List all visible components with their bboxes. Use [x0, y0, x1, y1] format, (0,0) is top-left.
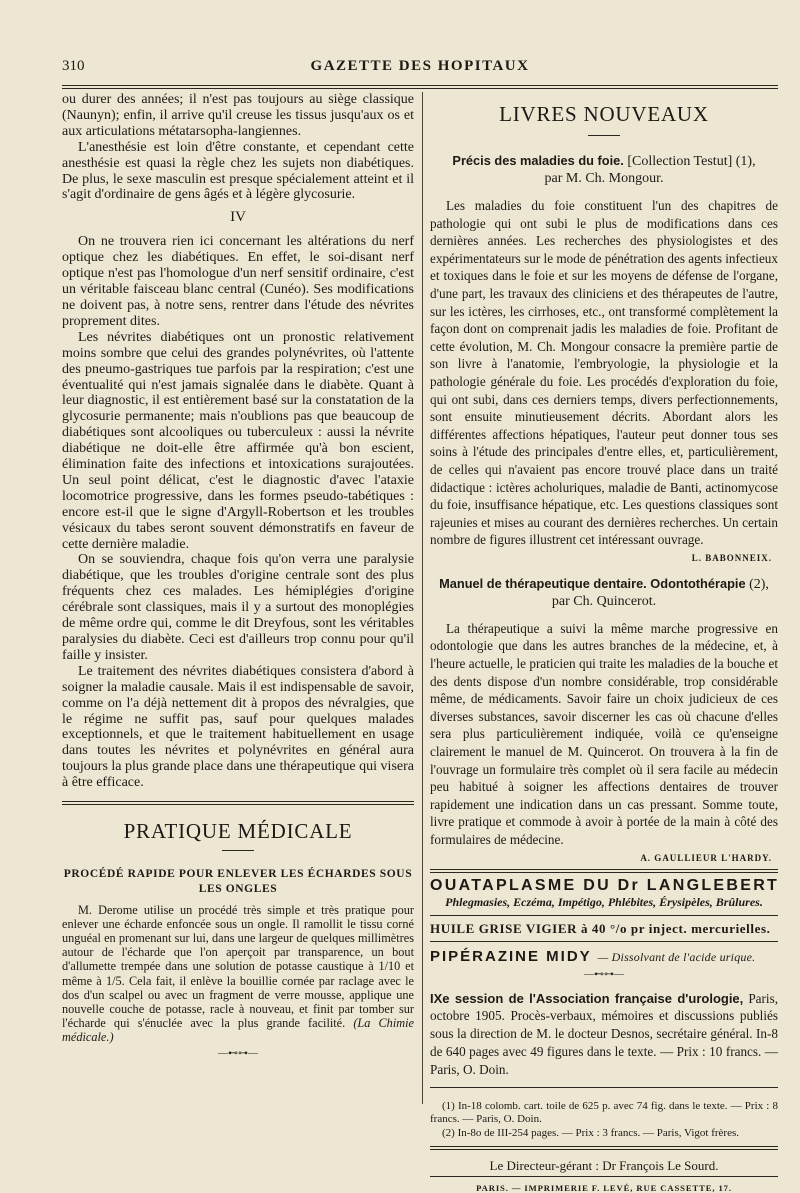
journal-title: GAZETTE DES HOPITAUX: [310, 58, 530, 74]
paragraph: ou durer des années; il n'est pas toujours au siège classique (Naunyn); enfin, il arrive qu'il creuse les tissus jusqu'aux os et aux articulations métatarsopha-langiennes.: [62, 92, 414, 139]
left-column: [62, 92, 414, 1059]
page-number: 310: [62, 58, 85, 74]
session-notice: [430, 990, 778, 1079]
title-rule: [588, 135, 620, 136]
book-collection: [Collection Testut] (1),: [627, 154, 756, 169]
review-signature: A. GAULLIEUR L'HARDY.: [640, 852, 772, 863]
right-column: [430, 92, 778, 1193]
paragraph: On se souviendra, chaque fois qu'on verra une paralysie diabétique, que les troubles d'origine centrale sont des plus fréquents chez ces malades. Les hémiplégies d'origine cérébrale sont classiques, mais il y a surtout des monoplégies de même ordre qui, comme le dit Dreyfous, sont les véritables paralysies du diabète. Ceci est d'ailleurs trop connu pour qu'il faille y insister.: [62, 552, 414, 663]
notes-rule: [430, 1087, 778, 1088]
book-reference: (2),: [749, 576, 769, 592]
session-text: Paris, octobre 1905. Procès-verbaux, mémoires et discussions publiés sous la direction de M. le docteur Desnos, secrétaire général. In-8 de 640 pages avec 49 figures dans le texte. — Prix : 10 francs. — Paris, O. Doin.: [430, 990, 778, 1077]
ad-rule: [430, 941, 778, 942]
director-line: Le Directeur-gérant : Dr François Le Sourd.: [489, 1158, 719, 1174]
section-title: PRATIQUE MÉDICALE: [123, 819, 353, 844]
product-description: — Dissolvant de l'acide urique.: [597, 949, 756, 964]
footer-rule: [430, 1146, 778, 1150]
book-name: Précis des maladies du foie.: [452, 153, 624, 168]
advertisement-subtitle: Phlegmasies, Eczéma, Impétigo, Phlébites, Érysipèles, Brûlures.: [445, 894, 763, 909]
page-header: [62, 58, 778, 84]
article-title: PROCÉDÉ RAPIDE POUR ENLEVER LES ÉCHARDES SOUS LES ONGLES: [63, 868, 413, 896]
paragraph: L'anesthésie est loin d'être constante, et cependant cette anesthésie est quasi la règle chez les sujets non diabétiques. De plus, le sexe masculin est presque spécialement atteint et il s'agit d'ordinaire de gens âgés et à légère glycosurie.: [62, 139, 414, 203]
section-separator: [430, 869, 778, 873]
paragraph: On ne trouvera rien ici concernant les altérations du nerf optique chez les diabétiques. En effet, le soi-disant nerf optique n'est pas l'homologue d'un nerf sensitif ordinaire, c'est un véritable faisceau blanc central (Cunéo). Ses modifications ne doivent pas, à notre sens, rentrer dans l'étude des névrites proprement dites.: [62, 234, 414, 329]
footnotes: [430, 1100, 778, 1141]
header-rule: [62, 85, 778, 86]
printer-line: PARIS. — IMPRIMERIE F. LEVÉ, RUE CASSETTE, 17.: [476, 1183, 732, 1193]
review-signature: L. BABONNEIX.: [691, 552, 772, 563]
header-rule-2: [62, 88, 778, 89]
footer-rule: [430, 1176, 778, 1177]
paragraph: Les névrites diabétiques ont un pronostic relativement moins sombre que celui des grandes polynévrites, où l'attente des pneumo-gastriques tue parfois par la respiration; c'est une éventualité qui n'est jamais signalée dans le diabète. Quant à leur diagnostic, il est entièrement basé sur la constatation de la glycosurie permanente; mais n'oublions pas que beaucoup de diabétiques sont alcooliques ou tuberculeux : aussi la névrite diabétique ne doit-elle être affirmée qu'à bon escient, élimination faite des infections et intoxications surajoutées. Un seul point délicat, c'est le diagnostic d'avec l'ataxie locomotrice progressive, dans les formes pseudo-tabétiques : encore est-il que le signe d'Argyll-Robertson et les troubles vésicaux du tabes seront souvent démonstratifs en faveur de cette dernière maladie.: [62, 329, 414, 552]
product-name: PIPÉRAZINE MIDY: [430, 947, 592, 965]
flourish-ornament: —⊷⊶—: [584, 968, 624, 980]
advertisement-line: [430, 948, 778, 965]
footnote: (2) In-8o de III-254 pages. — Prix : 3 francs. — Paris, Vigot frères.: [442, 1126, 739, 1139]
book-title: [430, 152, 778, 187]
article-source: (La Chimie médicale.): [62, 1015, 414, 1044]
flourish-ornament: —⊷⊶—: [218, 1048, 258, 1059]
column-divider: [422, 92, 423, 1104]
section-separator: [62, 801, 414, 805]
book-title: [430, 575, 778, 610]
paragraph: Le traitement des névrites diabétiques consistera d'abord à soigner la maladie causale. Mais il est indispensable de savoir, comme on l'a déjà nettement dit à propos des névralgies, que le régime ne suffit pas, sauf pour quelques malades exceptionnels, et que le traitement habituellement en usage dans toutes les névrites et polynévrites en général aura toujours la plus grande place dans une thérapeutique qui visera à être efficace.: [62, 663, 414, 791]
footnote: (1) In-18 colomb. cart. toile de 625 p. avec 74 fig. dans le texte. — Prix : 8 francs. — Paris, O. Doin.: [430, 1099, 778, 1126]
title-rule: [222, 850, 254, 851]
section-title: LIVRES NOUVEAUX: [499, 102, 709, 126]
book-author: par M. Ch. Mongour.: [544, 171, 664, 186]
session-title: IXe session de l'Association française d'urologie,: [430, 990, 744, 1006]
advertisement-line: HUILE GRISE VIGIER à 40 °/o pr inject. mercurielles.: [430, 920, 771, 936]
review-text: La thérapeutique a suivi la même marche progressive en odontologie que dans les autres branches de la médecine, et, à l'heure actuelle, le praticien qui traite les maladies de la bouche et des dents dispose d'un nombre considérable, trop considérable même, de médicaments. Savoir faire un choix judicieux de ces diverses substances, savoir discerner les cas où chacune d'elles sera plus particulièrement indiquée, voilà ce qu'enseigne clairement le manuel de M. Quincerot. On trouvera à la fin de l'ouvrage un formulaire très complet où il sera facile au médecin peu habitué à soigner les affections dentaires de trouver rapidement une indication dans un cas pressant. Somme toute, livre pratique et commode à avoir à portée de la main à côté des formulaires de médecine.: [430, 620, 778, 847]
book-name: Manuel de thérapeutique dentaire. Odontothérapie: [439, 575, 746, 591]
ad-rule: [430, 915, 778, 916]
review-text: Les maladies du foie constituent l'un des chapitres de pathologie qui ont subi le plus de modifications dans ces dernières années. Les recherches des physiologistes et des expérimentateurs sur le mode de pénétration des agents infectieux et toxiques dans le foie et sur les moyens de défense de l'organe, d'une part, les travaux des cliniciens et des thérapeutes de l'autre, sur les ictères, les cirrhoses, etc., ont transformé complètement la façon dont on comprenait jadis les maladies de foie. Profitant de cette évolution, M. Ch. Mongour consacre la première partie de son livre à l'anatomie, l'embryologie, la physiologie et la pathologie générale du foie. Les procédés d'exploration du foie, qui ont subi, dans ces derniers temps, divers perfectionnements, sont ensuite minutieusement décrits. Abordant alors les différentes affections hépatiques, l'auteur peut donner tous ses soins à l'étude des principales d'entre elles, et, particulièrement, de celles qui n'avaient pas encore trouvé place dans un traité didactique : ictères acholuriques, maladie de Banti, actinomycose du foie, insuffisance hépatique, etc. Les questions classiques sont rajeunies et mises au courant des dernières recherches. Un certain nombre de figures illustrent cet intéressant ouvrage.: [430, 198, 778, 548]
section-numeral: IV: [230, 209, 246, 226]
article-text: M. Derome utilise un procédé très simple et très pratique pour enlever une écharde enfoncée sous un ongle. Il ramollit le tissu corné unguéal en promenant sur lui, dans une largeur de quelques millimètres autour de l'écharde que l'on aperçoit par transparence, un bout d'allumette trempée dans une solution de potasse caustique à 1/10 et même à 1/5. Cela fait, il enlève la bouillie cornée par raclage avec le dos d'un scalpel ou avec un fragment de verre mousse, applique une nouvelle couche de potasse, racle à nouveau, et finit par tomber sur l'écharde qui s'énuclée avec la plus grande facilité. (La Chimie médicale.): [62, 903, 414, 1044]
book-author: par Ch. Quincerot.: [551, 593, 657, 609]
advertisement-title: OUATAPLASME DU Dr LANGLEBERT: [430, 876, 780, 894]
